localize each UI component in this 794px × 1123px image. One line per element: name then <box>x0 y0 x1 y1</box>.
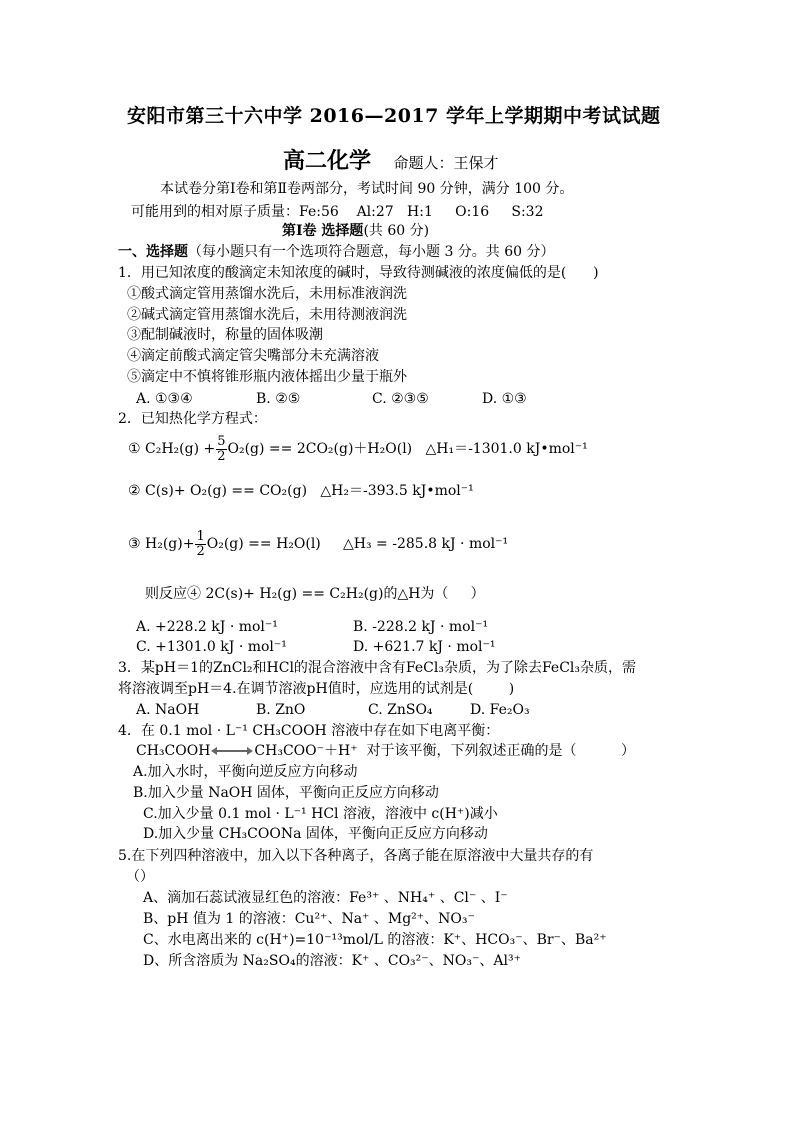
q5-stem-line-1: 5.在下列四种溶液中，加入以下各种离子，各离子能在原溶液中大量共存的有 <box>118 848 594 864</box>
section-heading: 一、选择题 <box>118 244 188 260</box>
q5-option-b: B、pH 值为 1 的溶液：Cu²⁺、Na⁺ 、Mg²⁺、NO₃⁻ <box>143 911 475 927</box>
q2-equation-3 <box>128 527 508 561</box>
q1-option-b: B. ②⑤ <box>256 391 301 407</box>
q2-eq1-pre: ① C₂H₂(g) + <box>128 441 216 457</box>
q2-eq3-post: O₂(g) == H₂O(l) △H₃ = -285.8 kJ · mol⁻¹ <box>206 536 509 552</box>
q2-equation-1 <box>128 432 588 466</box>
q1-item: ④滴定前酸式滴定管尖嘴部分未充满溶液 <box>127 348 379 364</box>
q1-option-d: D. ①③ <box>482 391 527 407</box>
fraction-numerator: 5 <box>217 433 226 449</box>
q4-eq-right: CH₃COO⁻＋H⁺ <box>254 743 358 759</box>
part1-heading <box>282 222 429 240</box>
q2-stem: 2．已知热化学方程式： <box>118 411 267 427</box>
part1-title: 第Ⅰ卷 选择题 <box>282 223 364 239</box>
q5-option-a: A、滴加石蕊试液显红色的溶液：Fe³⁺ 、NH₄⁺ 、Cl⁻ 、I⁻ <box>143 890 508 906</box>
q4-eq-tail: 对于该平衡，下列叙述正确的是（ ） <box>357 743 636 759</box>
section-heading-line <box>118 243 555 261</box>
q2-option-c: C. +1301.0 kJ · mol⁻¹ <box>136 639 287 655</box>
q2-option-d: D. +621.7 kJ · mol⁻¹ <box>353 639 496 655</box>
q4-equilibrium <box>136 742 635 760</box>
q3-stem-line-2: 将溶液调至pH＝4.在调节溶液pH值时，应选用的试剂是( ) <box>118 681 515 697</box>
q4-option-c: C.加入少量 0.1 mol · L⁻¹ HCl 溶液，溶液中 c(H⁺)减小 <box>143 806 498 822</box>
q3-option-d: D. Fe₂O₃ <box>470 702 530 718</box>
q5-option-c: C、水电离出来的 c(H⁺)=10⁻¹³mol/L 的溶液：K⁺、HCO₃⁻、Br⁻、Ba²⁺ <box>143 932 607 948</box>
q3-option-b: B. ZnO <box>256 702 306 718</box>
q1-item: ⑤滴定中不慎将锥形瓶内液体摇出少量于瓶外 <box>127 369 407 385</box>
fraction-numerator: 1 <box>196 528 205 544</box>
part1-score: (共 60 分) <box>363 223 430 239</box>
q1-option-a: A. ①③④ <box>136 391 193 407</box>
atomic-masses: 可能用到的相对原子质量：Fe:56 Al:27 H:1 O:16 S:32 <box>131 204 544 220</box>
fraction-denominator: 2 <box>196 543 205 559</box>
q2-eq3-pre: ③ H₂(g)+ <box>128 536 195 552</box>
q3-option-c: C. ZnSO₄ <box>368 702 433 718</box>
section-note: （每小题只有一个选项符合题意，每小题 3 分。共 60 分） <box>188 244 555 260</box>
q4-stem: 4．在 0.1 mol · L⁻¹ CH₃COOH 溶液中存在如下电离平衡： <box>118 723 500 739</box>
question-setter: 命题人：王保才 <box>393 154 499 172</box>
q5-stem-line-2: （） <box>126 869 154 885</box>
q1-option-c: C. ②③⑤ <box>372 391 429 407</box>
q2-option-b: B. -228.2 kJ · mol⁻¹ <box>353 619 489 635</box>
q4-option-d: D.加入少量 CH₃COONa 固体，平衡向正反应方向移动 <box>143 826 488 842</box>
q1-item: ③配制碱液时，称量的固体吸潮 <box>127 327 323 343</box>
q1-stem: 1．用已知浓度的酸滴定未知浓度的碱时，导致待测碱液的浓度偏低的是( ) <box>118 265 599 281</box>
q2-eq1-fraction <box>216 435 226 464</box>
q2-eq3-fraction <box>195 530 205 559</box>
q2-equation-2: ② C(s)+ O₂(g) == CO₂(g) △H₂＝-393.5 kJ•mol⁻¹ <box>128 483 474 499</box>
subject-line <box>283 147 498 178</box>
fraction-denominator: 2 <box>217 448 226 464</box>
equilibrium-arrow-icon <box>211 746 253 756</box>
q2-reaction-4: 则反应④ 2C(s)+ H₂(g) == C₂H₂(g)的△H为（ ） <box>145 586 485 602</box>
q3-option-a: A. NaOH <box>136 702 200 718</box>
q1-item: ①酸式滴定管用蒸馏水洗后，未用标准液润洗 <box>127 286 407 302</box>
q1-item: ②碱式滴定管用蒸馏水洗后，未用待测液润洗 <box>127 307 407 323</box>
subject-title: 高二化学 <box>283 148 372 174</box>
q2-eq1-post: O₂(g) == 2CO₂(g)＋H₂O(l) △H₁＝-1301.0 kJ•mol⁻¹ <box>227 441 588 457</box>
exam-intro: 本试卷分第Ⅰ卷和第Ⅱ卷两部分，考试时间 90 分钟，满分 100 分。 <box>160 181 574 197</box>
q4-option-b: B.加入少量 NaOH 固体，平衡向正反应方向移动 <box>133 785 439 801</box>
exam-title: 安阳市第三十六中学 2016—2017 学年上学期期中考试试题 <box>127 105 661 127</box>
q5-option-d: D、所含溶质为 Na₂SO₄的溶液：K⁺ 、CO₃²⁻、NO₃⁻、Al³⁺ <box>143 953 521 969</box>
q4-eq-left: CH₃COOH <box>136 743 211 759</box>
q2-option-a: A. +228.2 kJ · mol⁻¹ <box>136 619 278 635</box>
q3-stem-line-1: 3．某pH＝1的ZnCl₂和HCl的混合溶液中含有FeCl₃杂质，为了除去FeCl₃杂质，需 <box>118 660 636 676</box>
q4-option-a: A.加入水时，平衡向逆反应方向移动 <box>133 764 358 780</box>
